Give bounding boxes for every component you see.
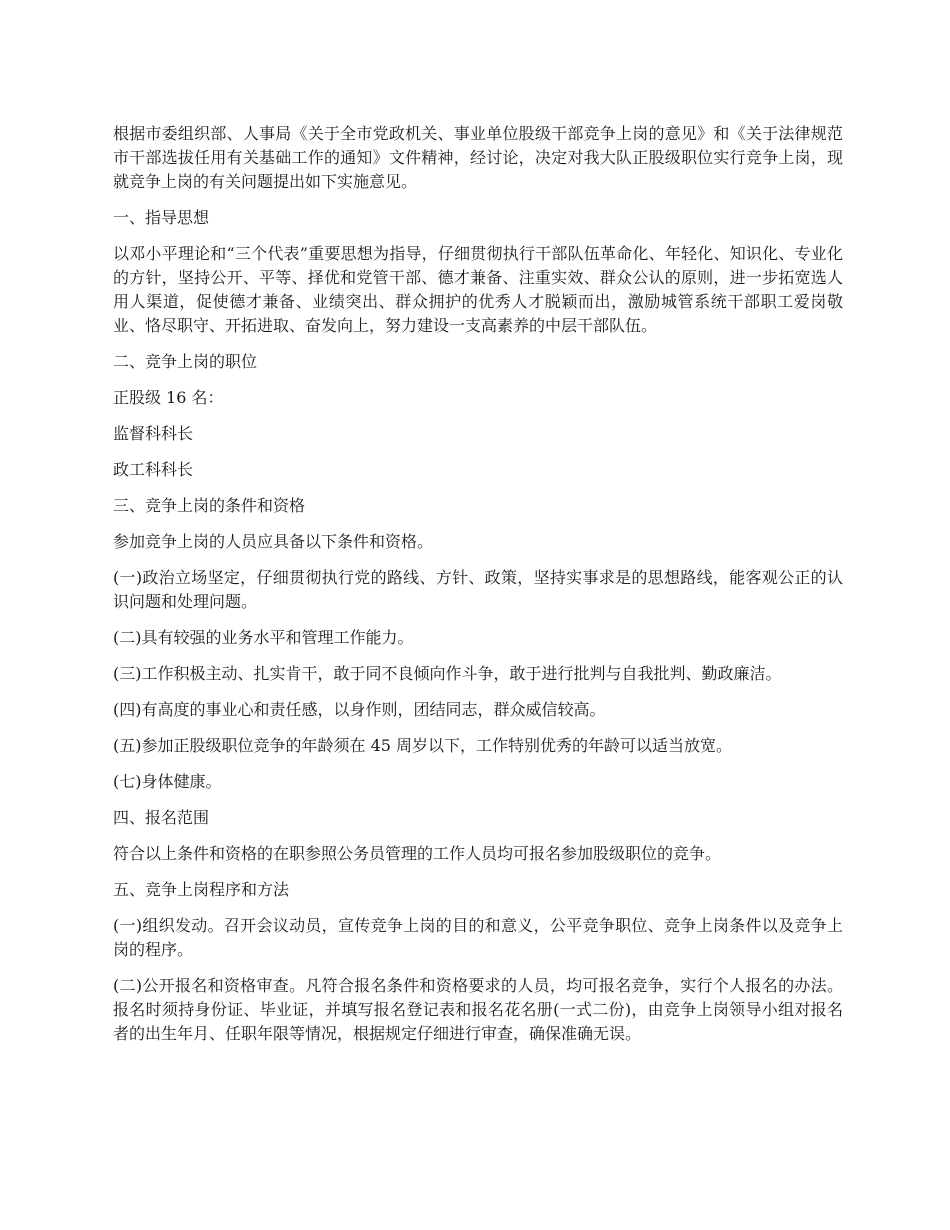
section-heading-positions: 二、竞争上岗的职位 xyxy=(113,352,258,371)
intro-paragraph: 根据市委组织部、人事局《关于全市党政机关、事业单位股级干部竞争上岗的意见》和《关于法律规范市干部选拔任用有关基础工作的通知》文件精神，经讨论，决定对我大队正股级职位实行竞争上岗，现就竞争上岗的有关问题提出如下实施意见。 xyxy=(113,124,843,191)
condition-2: (二)具有较强的业务水平和管理工作能力。 xyxy=(113,628,414,647)
document-page xyxy=(113,122,843,1058)
conditions-intro: 参加竞争上岗的人员应具备以下条件和资格。 xyxy=(113,532,434,551)
procedure-2: (二)公开报名和资格审查。凡符合报名条件和资格要求的人员，均可报名竞争，实行个人报名的办法。报名时须持身份证、毕业证，并填写报名登记表和报名花名册(一式二份)，由竞争上岗领导小组对报名者的出生年月、任职年限等情况，根据规定仔细进行审查，确保准确无误。 xyxy=(113,976,843,1043)
procedure-1: (一)组织发动。召开会议动员，宣传竞争上岗的目的和意义，公平竞争职位、竞争上岗条件以及竞争上岗的程序。 xyxy=(113,916,843,959)
positions-count: 正股级 16 名： xyxy=(113,388,224,407)
section-heading-procedure: 五、竞争上岗程序和方法 xyxy=(113,880,290,899)
condition-4: (四)有高度的事业心和责任感，以身作则，团结同志，群众威信较高。 xyxy=(113,700,606,719)
condition-5: (五)参加正股级职位竞争的年龄须在 45 周岁以下，工作特别优秀的年龄可以适当放宽。 xyxy=(113,736,733,755)
guiding-ideology-paragraph: 以邓小平理论和“三个代表”重要思想为指导，仔细贯彻执行干部队伍革命化、年轻化、知识化、专业化的方针，坚持公开、平等、择优和党管干部、德才兼备、注重实效、群众公认的原则，进一步拓宽选人用人渠道，促使德才兼备、业绩突出、群众拥护的优秀人才脱颖而出，激励城管系统干部职工爱岗敬业、恪尽职守、开拓进取、奋发向上，努力建设一支高素养的中层干部队伍。 xyxy=(113,244,843,335)
position-supervision-chief: 监督科科长 xyxy=(113,424,194,443)
condition-1: (一)政治立场坚定，仔细贯彻执行党的路线、方针、政策，坚持实事求是的思想路线，能客观公正的认识问题和处理问题。 xyxy=(113,568,843,611)
section-heading-guiding-ideology: 一、指导思想 xyxy=(113,208,210,227)
section-heading-scope: 四、报名范围 xyxy=(113,808,210,827)
condition-7: (七)身体健康。 xyxy=(113,772,222,791)
scope-paragraph: 符合以上条件和资格的在职参照公务员管理的工作人员均可报名参加股级职位的竞争。 xyxy=(113,844,722,863)
section-heading-conditions: 三、竞争上岗的条件和资格 xyxy=(113,496,306,515)
position-political-chief: 政工科科长 xyxy=(113,460,194,479)
condition-3: (三)工作积极主动、扎实肯干，敢于同不良倾向作斗争，敢于进行批判与自我批判、勤政廉洁。 xyxy=(113,664,782,683)
